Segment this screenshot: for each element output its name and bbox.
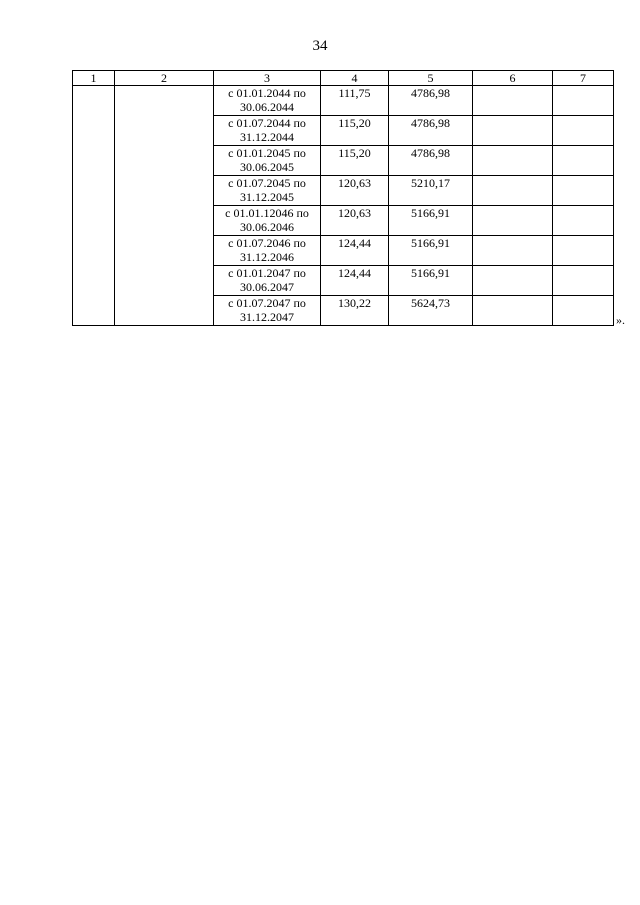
column-header-2: 2 bbox=[115, 71, 214, 86]
col7-cell bbox=[553, 146, 614, 176]
col5-cell: 5166,91 bbox=[389, 236, 473, 266]
period-cell bbox=[214, 296, 321, 326]
period-end: 31.12.2045 bbox=[240, 190, 294, 204]
col7-cell bbox=[553, 296, 614, 326]
col5-cell: 5210,17 bbox=[389, 176, 473, 206]
col4-cell: 111,75 bbox=[321, 86, 389, 116]
period-cell bbox=[214, 266, 321, 296]
col5-cell: 5624,73 bbox=[389, 296, 473, 326]
col6-cell bbox=[473, 86, 553, 116]
col5-cell: 4786,98 bbox=[389, 116, 473, 146]
table-row bbox=[73, 86, 614, 116]
period-start: с 01.07.2044 по bbox=[228, 116, 306, 130]
col7-cell bbox=[553, 266, 614, 296]
period-cell bbox=[214, 116, 321, 146]
period-start: с 01.07.2046 по bbox=[228, 236, 306, 250]
col4-cell: 120,63 bbox=[321, 176, 389, 206]
column-header-5: 5 bbox=[389, 71, 473, 86]
col6-cell bbox=[473, 296, 553, 326]
period-cell bbox=[214, 176, 321, 206]
period-start: с 01.01.2047 по bbox=[228, 266, 306, 280]
col7-cell bbox=[553, 116, 614, 146]
period-start: с 01.01.2045 по bbox=[228, 146, 306, 160]
merged-cell-col1 bbox=[73, 86, 115, 326]
col4-cell: 120,63 bbox=[321, 206, 389, 236]
col4-cell: 115,20 bbox=[321, 116, 389, 146]
period-cell bbox=[214, 146, 321, 176]
col7-cell bbox=[553, 176, 614, 206]
column-header-7: 7 bbox=[553, 71, 614, 86]
col7-cell bbox=[553, 86, 614, 116]
col6-cell bbox=[473, 176, 553, 206]
closing-quote-mark: ». bbox=[616, 313, 625, 327]
period-end: 30.06.2047 bbox=[240, 280, 294, 294]
period-cell bbox=[214, 206, 321, 236]
col4-cell: 130,22 bbox=[321, 296, 389, 326]
period-start: с 01.01.12046 по bbox=[225, 206, 309, 220]
col4-cell: 124,44 bbox=[321, 266, 389, 296]
period-start: с 01.01.2044 по bbox=[228, 86, 306, 100]
period-cell bbox=[214, 236, 321, 266]
column-header-3: 3 bbox=[214, 71, 321, 86]
period-end: 31.12.2044 bbox=[240, 130, 294, 144]
col6-cell bbox=[473, 266, 553, 296]
period-cell bbox=[214, 86, 321, 116]
period-end: 31.12.2047 bbox=[240, 310, 294, 324]
period-end: 30.06.2046 bbox=[240, 220, 294, 234]
col5-cell: 5166,91 bbox=[389, 266, 473, 296]
col6-cell bbox=[473, 146, 553, 176]
col5-cell: 4786,98 bbox=[389, 86, 473, 116]
column-header-4: 4 bbox=[321, 71, 389, 86]
period-start: с 01.07.2047 по bbox=[228, 296, 306, 310]
col4-cell: 115,20 bbox=[321, 146, 389, 176]
table-header-row bbox=[73, 71, 614, 86]
col7-cell bbox=[553, 236, 614, 266]
period-end: 31.12.2046 bbox=[240, 250, 294, 264]
period-end: 30.06.2045 bbox=[240, 160, 294, 174]
col4-cell: 124,44 bbox=[321, 236, 389, 266]
col6-cell bbox=[473, 206, 553, 236]
col7-cell bbox=[553, 206, 614, 236]
page-number: 34 bbox=[312, 38, 328, 54]
column-header-1: 1 bbox=[73, 71, 115, 86]
col5-cell: 4786,98 bbox=[389, 146, 473, 176]
period-end: 30.06.2044 bbox=[240, 100, 294, 114]
tariff-table bbox=[72, 70, 614, 326]
merged-cell-col2 bbox=[115, 86, 214, 326]
col6-cell bbox=[473, 116, 553, 146]
col5-cell: 5166,91 bbox=[389, 206, 473, 236]
period-start: с 01.07.2045 по bbox=[228, 176, 306, 190]
column-header-6: 6 bbox=[473, 71, 553, 86]
col6-cell bbox=[473, 236, 553, 266]
